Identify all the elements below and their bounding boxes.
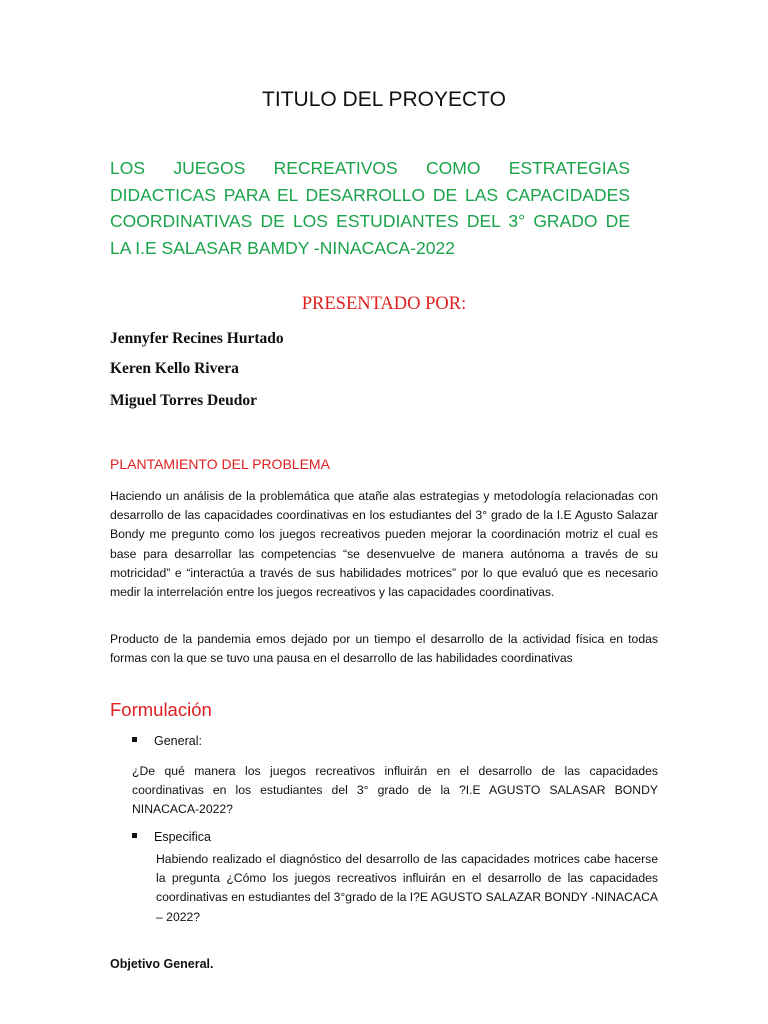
presented-by-heading: PRESENTADO POR: [301, 294, 467, 314]
author-name: Keren Kello Rivera [110, 360, 239, 377]
problem-heading: PLANTAMIENTO DEL PROBLEMA [110, 456, 330, 472]
specific-bullet [132, 830, 211, 844]
author-name: Jennyfer Recines Hurtado [110, 330, 284, 347]
general-label: General: [154, 734, 202, 748]
specific-label: Especifica [154, 830, 211, 844]
general-bullet [132, 734, 202, 748]
author-name: Miguel Torres Deudor [110, 392, 257, 409]
formulation-heading: Formulación [110, 699, 212, 720]
square-bullet-icon [132, 737, 137, 742]
document-title: TITULO DEL PROYECTO [262, 88, 506, 111]
problem-paragraph: Producto de la pandemia emos dejado por un tiempo el desarrollo de la actividad física en todas formas con la que se tuvo una pausa en el desarrollo de las habilidades coordinativas [110, 632, 658, 666]
objective-heading: Objetivo General. [110, 957, 214, 971]
specific-question: Habiendo realizado el diagnóstico del desarrollo de las capacidades motrices cabe hacerse la pregunta ¿Cómo los juegos recreativos influirán en el desarrollo de las capacidades coordinativas en estudiantes del 3°grado de la I?E AGUSTO SALAZAR BONDY -NINACACA – 2022? [156, 852, 658, 924]
square-bullet-icon [132, 833, 137, 838]
problem-paragraph: Haciendo un análisis de la problemática que atañe alas estrategias y metodología relacionadas con desarrollo de las capacidades coordinativas en los estudiantes del 3° grado de la I.E Agusto Salazar Bondy me pregunto como los juegos recreativos pueden mejorar la coordinación motriz el cual es base para desarrollar las competencias “se desenvuelve de manera autónoma a través de su motricidad” e “interactúa a través de sus habilidades motrices” por lo que evaluó que es necesario medir la interrelación entre los juegos recreativos y las capacidades coordinativas. [110, 489, 658, 600]
project-title: LOS JUEGOS RECREATIVOS COMO ESTRATEGIAS DIDACTICAS PARA EL DESARROLLO DE LAS CAPACIDADES COORDINATIVAS DE LOS ESTUDIANTES DEL 3° GRADO DE LA I.E SALASAR BAMDY -NINACACA-2022 [110, 158, 630, 258]
general-question: ¿De qué manera los juegos recreativos influirán en el desarrollo de las capacidades coordinativas en los estudiantes del 3° grado de la ?I.E AGUSTO SALASAR BONDY NINACACA-2022? [132, 764, 658, 817]
